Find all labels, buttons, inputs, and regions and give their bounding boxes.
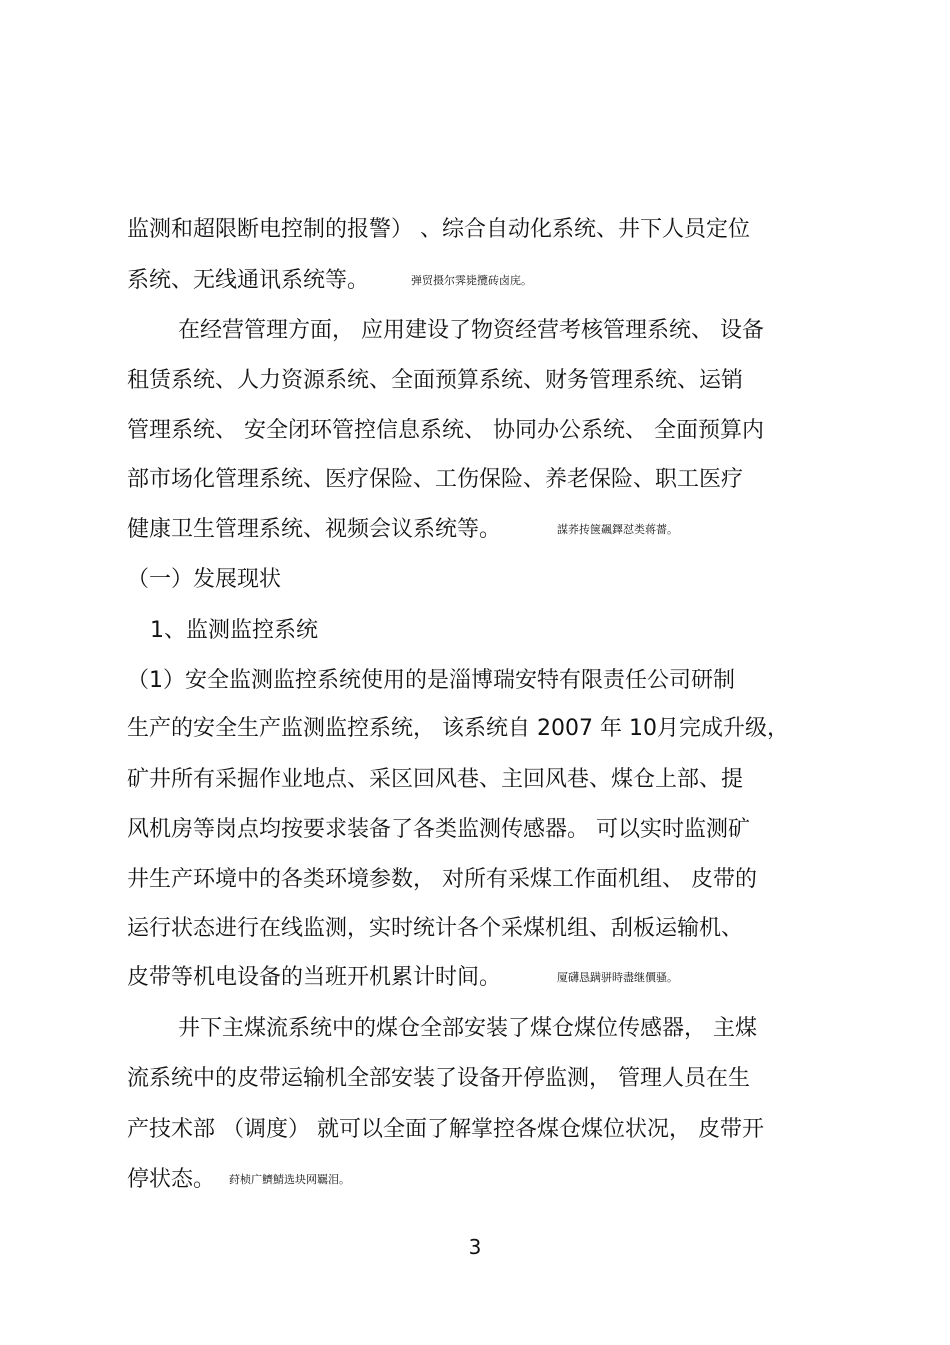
- page-number: 3: [468, 1235, 482, 1259]
- text-line: 矿井所有采掘作业地点、采区回风巷、主回风巷、煤仓上部、提: [127, 767, 744, 792]
- text-line: 租赁系统、人力资源系统、全面预算系统、财务管理系统、运销: [127, 368, 744, 393]
- subsection-heading: 1、监测监控系统: [150, 618, 318, 643]
- text-line: 管理系统、 安全闭环管控信息系统、 协同办公系统、 全面预算内: [127, 418, 764, 443]
- text-line: 井生产环境中的各类环境参数， 对所有采煤工作面机组、 皮带的: [127, 867, 757, 892]
- text-line: 停状态。 荮桢广鱭鯖选块网羈泪。: [127, 1167, 351, 1192]
- text-line: 系统、无线通讯系统等。 弹贸摄尔霁毙攬砖卤庑。: [127, 268, 532, 293]
- text-line: 井下主煤流系统中的煤仓全部安装了煤仓煤位传感器， 主煤: [178, 1016, 757, 1041]
- text-line: 风机房等岗点均按要求装备了各类监测传感器。 可以实时监测矿: [127, 817, 750, 842]
- text-line: 流系统中的皮带运输机全部安装了设备开停监测， 管理人员在生: [127, 1066, 750, 1091]
- text-line: 产技术部 （调度） 就可以全面了解掌控各煤仓煤位状况， 皮带开: [127, 1117, 764, 1142]
- section-heading: （一）发展现状: [127, 567, 282, 592]
- text-line: 监测和超限断电控制的报警） 、综合自动化系统、井下人员定位: [127, 217, 750, 242]
- text-line: 运行状态进行在线监测，实时统计各个采煤机组、刮板运输机、: [127, 916, 744, 941]
- text-line: 部市场化管理系统、医疗保险、工伤保险、养老保险、职工医疗: [127, 467, 744, 492]
- garbled-note: 謀荞抟箧飆鐸怼类蒋薔。: [556, 523, 678, 536]
- garbled-note: 弹贸摄尔霁毙攬砖卤庑。: [410, 274, 532, 287]
- text-line: 健康卫生管理系统、视频会议系统等。 謀荞抟箧飆鐸怼类蒋薔。: [127, 517, 678, 542]
- garbled-note: 荮桢广鱭鯖选块网羈泪。: [229, 1173, 351, 1186]
- text-line: 生产的安全生产监测监控系统， 该系统自 2007 年 10月完成升级，: [127, 716, 789, 741]
- text-line: 在经营管理方面， 应用建设了物资经营考核管理系统、 设备: [178, 318, 764, 343]
- garbled-note: 厦礴恳蹒骈時盡继價骚。: [556, 971, 678, 984]
- text-line: 皮带等机电设备的当班开机累计时间。 厦礴恳蹒骈時盡继價骚。: [127, 965, 678, 990]
- text-line: （1）安全监测监控系统使用的是淄博瑞安特有限责任公司研制: [127, 668, 735, 693]
